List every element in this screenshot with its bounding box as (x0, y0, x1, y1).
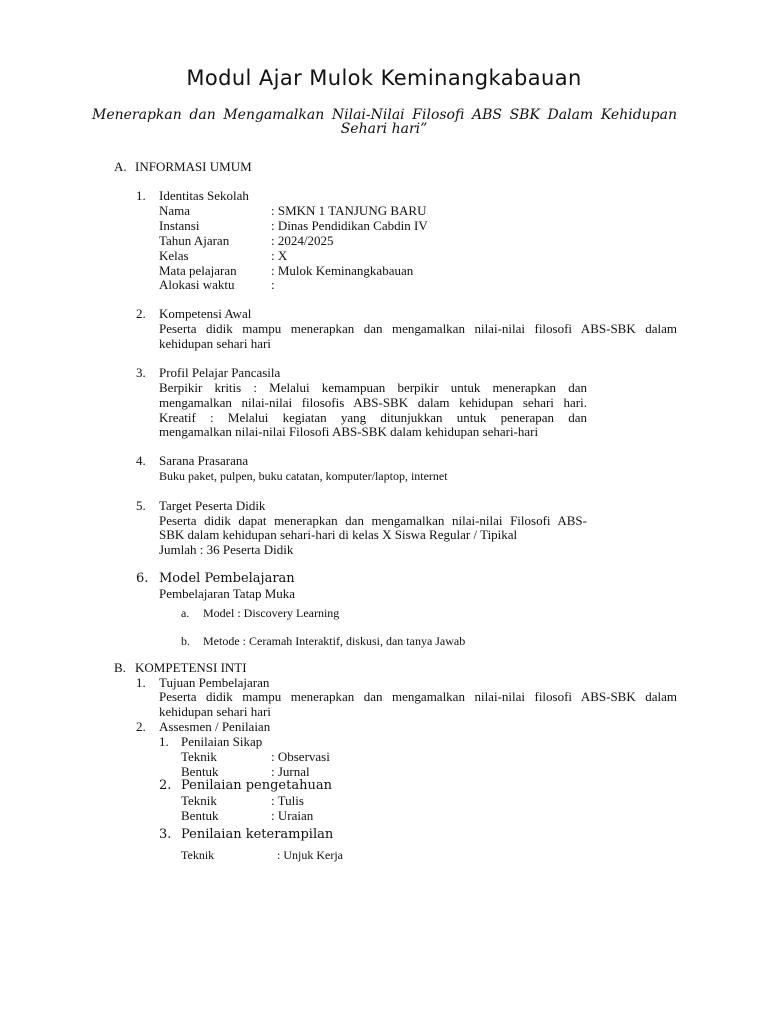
profil-text-line3: Kreatif : Melalui kegiatan yang ditunjukkan untuk penerapan dan (159, 410, 587, 425)
profil-text-line1: Berpikir kritis : Melalui kemampuan berpikir untuk menerapkan dan (159, 380, 587, 395)
profil-text-line2: mengamalkan nilai-nilai filosofis ABS-SBK dalam kehidupan sehari hari. (159, 395, 587, 410)
sikap-label-bentuk: Bentuk (181, 764, 219, 779)
model-item-a-text: Model : Discovery Learning (203, 606, 340, 620)
tujuan-number: 1. (136, 675, 146, 690)
sikap-heading: Penilaian Sikap (181, 734, 263, 749)
document-subtitle: Menerapkan dan Mengamalkan Nilai-Nilai Filosofi ABS SBK Dalam Kehidupan (92, 107, 677, 123)
target-text-line1: Peserta didik dapat menerapkan dan mengamalkan nilai-nilai Filosofi ABS- (159, 513, 587, 528)
sikap-value-teknik: : Observasi (271, 749, 330, 764)
section-b-heading: KOMPETENSI INTI (135, 660, 247, 675)
identitas-value-mapel: : Mulok Keminangkabauan (271, 263, 414, 278)
identitas-number: 1. (136, 188, 146, 203)
kompetensi-awal-text-line2: kehidupan sehari hari (159, 336, 271, 351)
target-heading: Target Peserta Didik (159, 498, 266, 513)
section-a-marker: A. (114, 159, 127, 174)
profil-heading: Profil Pelajar Pancasila (159, 365, 281, 380)
model-item-b-marker: b. (181, 634, 190, 648)
identitas-label-kelas: Kelas (159, 248, 189, 263)
identitas-label-instansi: Instansi (159, 218, 200, 233)
kompetensi-awal-heading: Kompetensi Awal (159, 306, 252, 321)
sarana-number: 4. (136, 453, 146, 468)
keterampilan-number: 3. (159, 827, 172, 842)
keterampilan-label-teknik: Teknik (181, 848, 215, 862)
profil-text-line4: mengamalkan nilai-nilai Filosofi ABS-SBK dalam kehidupan sehari-hari (159, 424, 539, 439)
model-number: 6. (136, 571, 149, 586)
sikap-number: 1. (159, 734, 169, 749)
assesmen-number: 2. (136, 719, 146, 734)
identitas-value-tahun: : 2024/2025 (271, 233, 334, 248)
identitas-label-alokasi: Alokasi waktu (159, 277, 235, 292)
section-b-marker: B. (114, 660, 126, 675)
tujuan-text-line2: kehidupan sehari hari (159, 704, 271, 719)
identitas-heading: Identitas Sekolah (159, 188, 249, 203)
keterampilan-value-teknik: : Unjuk Kerja (277, 848, 343, 862)
sarana-text: Buku paket, pulpen, buku catatan, komputer/laptop, internet (159, 469, 448, 483)
identitas-value-instansi: : Dinas Pendidikan Cabdin IV (271, 218, 428, 233)
model-text: Pembelajaran Tatap Muka (159, 586, 296, 601)
document-subtitle-continued: Sehari hari” (340, 121, 428, 137)
sikap-value-bentuk: : Jurnal (271, 764, 310, 779)
pengetahuan-value-teknik: : Tulis (271, 793, 304, 808)
target-text-line3: Jumlah : 36 Peserta Didik (159, 542, 294, 557)
model-item-a-marker: a. (181, 606, 190, 620)
keterampilan-heading: Penilaian keterampilan (181, 827, 334, 842)
model-item-b-text: Metode : Ceramah Interaktif, diskusi, dan tanya Jawab (203, 634, 466, 648)
section-a-heading: INFORMASI UMUM (135, 159, 252, 174)
identitas-label-nama: Nama (159, 203, 191, 218)
identitas-value-kelas: : X (271, 248, 288, 263)
identitas-value-nama: : SMKN 1 TANJUNG BARU (271, 203, 427, 218)
identitas-label-mapel: Mata pelajaran (159, 263, 237, 278)
profil-number: 3. (136, 365, 146, 380)
document-title: Modul Ajar Mulok Keminangkabauan (186, 66, 582, 90)
assesmen-heading: Assesmen / Penilaian (159, 719, 271, 734)
pengetahuan-label-bentuk: Bentuk (181, 808, 219, 823)
tujuan-text-line1: Peserta didik mampu menerapkan dan mengamalkan nilai-nilai filosofi ABS-SBK dalam (159, 689, 677, 704)
pengetahuan-label-teknik: Teknik (181, 793, 217, 808)
pengetahuan-heading: Penilaian pengetahuan (181, 778, 332, 793)
tujuan-heading: Tujuan Pembelajaran (159, 675, 270, 690)
pengetahuan-number: 2. (159, 778, 172, 793)
kompetensi-awal-text-line1: Peserta didik mampu menerapkan dan mengamalkan nilai-nilai filosofi ABS-SBK dalam (159, 321, 677, 336)
sikap-label-teknik: Teknik (181, 749, 217, 764)
model-heading: Model Pembelajaran (159, 571, 295, 586)
identitas-value-alokasi: : (271, 277, 275, 292)
identitas-label-tahun: Tahun Ajaran (159, 233, 230, 248)
kompetensi-awal-number: 2. (136, 306, 146, 321)
target-number: 5. (136, 498, 146, 513)
pengetahuan-value-bentuk: : Uraian (271, 808, 314, 823)
target-text-line2: SBK dalam kehidupan sehari-hari di kelas X Siswa Regular / Tipikal (159, 527, 518, 542)
sarana-heading: Sarana Prasarana (159, 453, 249, 468)
